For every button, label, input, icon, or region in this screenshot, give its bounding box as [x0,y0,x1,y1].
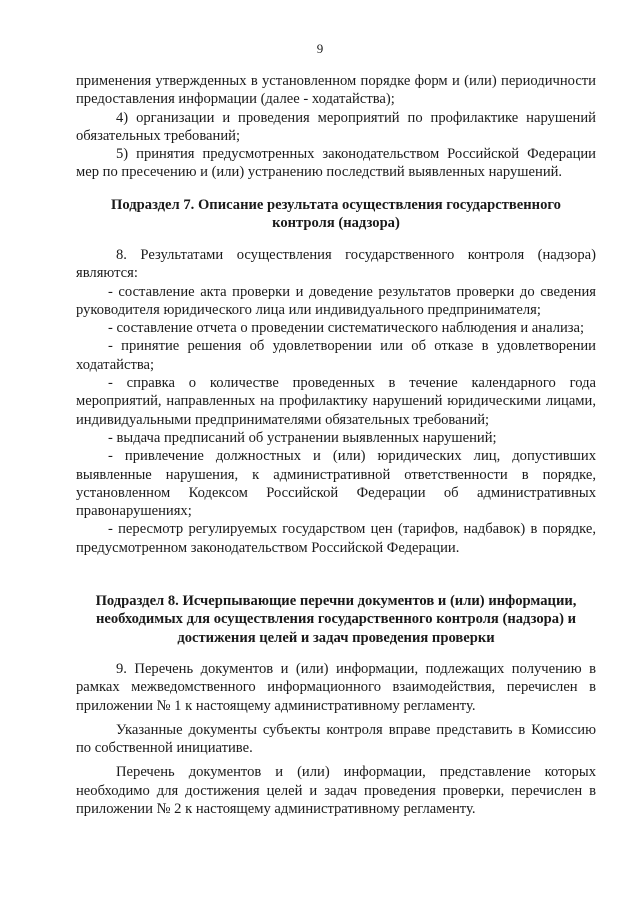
paragraph: Указанные документы субъекты контроля вправе представить в Комиссию по собственной инициативе. [76,721,596,757]
list-item-4: 4) организации и проведения мероприятий по профилактике нарушений обязательных требований; [76,109,596,144]
paragraph-9: 9. Перечень документов и (или) информации, подлежащих получению в рамках межведомственного информационного взаимодействия, перечислен в приложении № 1 к настоящему административному регламенту. [76,661,596,714]
result-item: - привлечение должностных и (или) юридических лиц, допустивших выявленные нарушения, к административной ответственности в порядке, установленном Кодексом Российской Федерации об административных правонарушениях; [76,448,596,520]
heading-subsection-8 [76,592,596,647]
page-number: 9 [316,41,324,56]
result-item: - справка о количестве проведенных в течение календарного года мероприятий, направленных на профилактику нарушений юридическими лицами, индивидуальными предпринимателями обязательных требований; [76,375,596,428]
heading-line: необходимых для осуществления государственного контроля (надзора) и [95,611,577,628]
section-7-body [76,246,596,557]
result-item: - выдача предписаний об устранении выявленных нарушений; [108,429,497,446]
heading-line: контроля (надзора) [272,215,400,232]
result-item: - пересмотр регулируемых государством цен (тарифов, надбавок) в порядке, предусмотренном законодательством Российской Федерации. [76,521,596,556]
heading-line: Подраздел 7. Описание результата осуществления государственного [111,197,561,213]
section-8-body [76,660,596,818]
heading-line: достижения целей и задач проведения проверки [177,629,495,646]
section-6-continuation [76,72,596,182]
list-item-5: 5) принятия предусмотренных законодательством Российской Федерации мер по пресечению и (или) устранению последствий выявленных нарушений. [76,146,596,181]
paragraph-8: 8. Результатами осуществления государственного контроля (надзора) являются: [76,247,596,282]
paragraph-continuation: применения утвержденных в установленном порядке форм и (или) периодичности предоставления информации (далее - ходатайства); [76,73,596,108]
paragraph: Перечень документов и (или) информации, представление которых необходимо для достижения целей и задач проведения проверки, перечислен в приложении № 2 к настоящему административному регламенту. [76,764,596,818]
result-item: - составление отчета о проведении систематического наблюдения и анализа; [108,320,585,337]
result-item: - принятие решения об удовлетворении или об отказе в удовлетворении ходатайства; [76,338,596,373]
heading-line: Подраздел 8. Исчерпывающие перечни документов и (или) информации, [95,593,577,609]
result-item: - составление акта проверки и доведение результатов проверки до сведения руководителя юридического лица или индивидуального предпринимателя; [76,283,596,318]
heading-subsection-7 [76,196,596,233]
